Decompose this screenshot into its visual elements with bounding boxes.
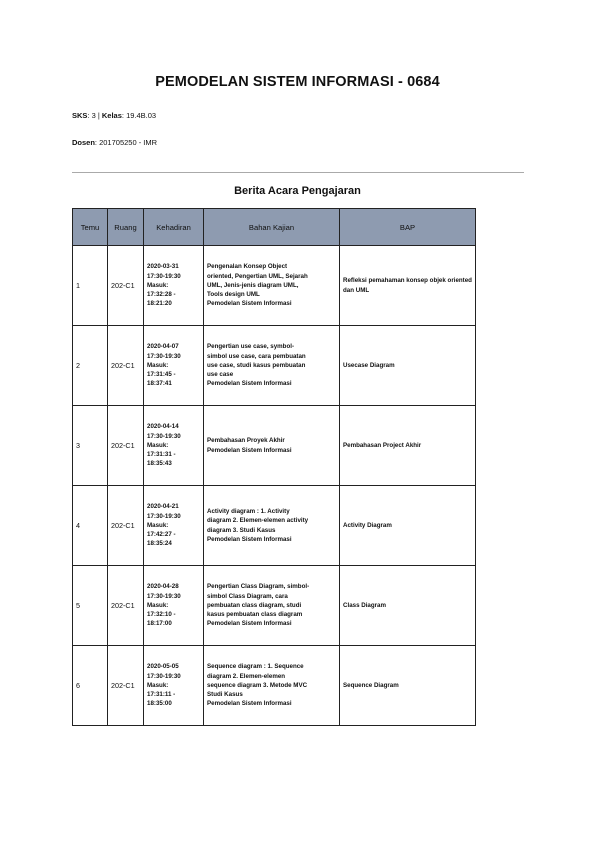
- cell-bap: Class Diagram: [340, 566, 476, 646]
- kehadiran-date: 2020-04-21: [147, 503, 179, 511]
- kehadiran-schedule: 17:30-19:30: [147, 432, 181, 440]
- bahan-line: Pemodelan Sistem Informasi: [207, 446, 292, 454]
- kehadiran-end: 18:21:20: [147, 300, 172, 308]
- kehadiran-end: 18:35:24: [147, 540, 172, 548]
- bahan-line: diagram 2. Elemen-elemen activity: [207, 517, 309, 525]
- kehadiran-schedule: 17:30-19:30: [147, 272, 181, 280]
- kehadiran-schedule: 17:30-19:30: [147, 512, 181, 520]
- cell-kehadiran: [144, 326, 204, 406]
- table-header-row: [73, 209, 476, 246]
- cell-kehadiran: [144, 406, 204, 486]
- bahan-line: simbol Class Diagram, cara: [207, 592, 288, 600]
- kehadiran-start: 17:32:28 -: [147, 291, 176, 299]
- table-row: [73, 566, 476, 646]
- bahan-line: use case: [207, 371, 234, 379]
- bahan-line: sequence diagram 3. Metode MVC: [207, 681, 308, 689]
- kehadiran-date: 2020-04-14: [147, 423, 179, 431]
- table-row: [73, 326, 476, 406]
- bap-table: [72, 208, 476, 726]
- kehadiran-date: 2020-05-05: [147, 663, 179, 671]
- cell-ruang: 202-C1: [108, 646, 144, 726]
- bahan-line: Pengertian use case, symbol-: [207, 343, 295, 351]
- kehadiran-schedule: 17:30-19:30: [147, 592, 181, 600]
- cell-temu: 6: [73, 646, 108, 726]
- kehadiran-end: 18:17:00: [147, 620, 172, 628]
- bahan-line: pembuatan class diagram, studi: [207, 601, 302, 609]
- cell-ruang: 202-C1: [108, 326, 144, 406]
- kelas-label: Kelas: [101, 111, 122, 120]
- cell-temu: 2: [73, 326, 108, 406]
- cell-bap: Refleksi pemahaman konsep objek oriented dan UML: [340, 246, 476, 326]
- kehadiran-end: 18:35:43: [147, 460, 172, 468]
- bahan-line: Pengertian Class Diagram, simbol-: [207, 583, 310, 591]
- cell-bahan-kajian: [204, 326, 340, 406]
- kehadiran-masuk-label: Masuk:: [147, 521, 169, 529]
- cell-temu: 1: [73, 246, 108, 326]
- cell-bap: Sequence Diagram: [340, 646, 476, 726]
- table-row: [73, 486, 476, 566]
- bahan-line: diagram 2. Elemen-elemen: [207, 672, 286, 680]
- divider: [72, 172, 524, 173]
- cell-temu: 4: [73, 486, 108, 566]
- bahan-line: Pembahasan Proyek Akhir: [207, 437, 285, 445]
- cell-temu: 5: [73, 566, 108, 646]
- table-row: [73, 646, 476, 726]
- kehadiran-masuk-label: Masuk:: [147, 441, 169, 449]
- col-header-bap: BAP: [340, 209, 476, 246]
- kehadiran-masuk-label: Masuk:: [147, 361, 169, 369]
- cell-bap: Activity Diagram: [340, 486, 476, 566]
- dosen-value: : 201705250 - IMR: [94, 138, 158, 147]
- sks-value: : 3 |: [87, 111, 102, 120]
- kehadiran-end: 18:35:00: [147, 700, 172, 708]
- bahan-line: Studi Kasus: [207, 691, 243, 699]
- bahan-line: use case, studi kasus pembuatan: [207, 361, 306, 369]
- table-row: [73, 406, 476, 486]
- page-title: PEMODELAN SISTEM INFORMASI - 0684: [155, 74, 440, 90]
- sks-label: SKS: [72, 111, 88, 120]
- bahan-line: Sequence diagram : 1. Sequence: [207, 663, 304, 671]
- bahan-line: simbol use case, cara pembuatan: [207, 352, 306, 360]
- kehadiran-masuk-label: Masuk:: [147, 281, 169, 289]
- bahan-line: Tools design UML: [207, 291, 260, 299]
- kehadiran-date: 2020-03-31: [147, 263, 179, 271]
- kehadiran-masuk-label: Masuk:: [147, 681, 169, 689]
- cell-temu: 3: [73, 406, 108, 486]
- cell-kehadiran: [144, 566, 204, 646]
- cell-kehadiran: [144, 646, 204, 726]
- col-header-temu: Temu: [73, 209, 108, 246]
- bahan-line: kasus pembuatan class diagram: [207, 611, 303, 619]
- cell-bap: Pembahasan Project Akhir: [340, 406, 476, 486]
- cell-kehadiran: [144, 246, 204, 326]
- bahan-line: Pemodelan Sistem Informasi: [207, 535, 292, 543]
- cell-bahan-kajian: [204, 646, 340, 726]
- cell-bahan-kajian: [204, 486, 340, 566]
- bahan-line: oriented, Pengertian UML, Sejarah: [207, 272, 308, 280]
- kehadiran-masuk-label: Masuk:: [147, 601, 169, 609]
- kehadiran-start: 17:32:10 -: [147, 611, 176, 619]
- kehadiran-schedule: 17:30-19:30: [147, 352, 181, 360]
- kehadiran-date: 2020-04-07: [147, 343, 179, 351]
- cell-bahan-kajian: [204, 406, 340, 486]
- cell-bahan-kajian: [204, 566, 340, 646]
- cell-bahan-kajian: [204, 246, 340, 326]
- kelas-value: : 19.4B.03: [121, 111, 157, 120]
- kehadiran-start: 17:42:27 -: [147, 531, 176, 539]
- course-meta-sks-kelas: [72, 111, 156, 120]
- kehadiran-start: 17:31:31 -: [147, 451, 176, 459]
- section-title: Berita Acara Pengajaran: [234, 185, 361, 197]
- bahan-line: diagram 3. Studi Kasus: [207, 526, 276, 534]
- kehadiran-date: 2020-04-28: [147, 583, 179, 591]
- col-header-bahan-kajian: Bahan Kajian: [204, 209, 340, 246]
- cell-ruang: 202-C1: [108, 246, 144, 326]
- bahan-line: Pemodelan Sistem Informasi: [207, 700, 292, 708]
- bahan-line: Pemodelan Sistem Informasi: [207, 300, 292, 308]
- cell-kehadiran: [144, 486, 204, 566]
- col-header-kehadiran: Kehadiran: [144, 209, 204, 246]
- kehadiran-schedule: 17:30-19:30: [147, 672, 181, 680]
- bahan-line: Pemodelan Sistem Informasi: [207, 380, 292, 388]
- dosen-label: Dosen: [72, 138, 95, 147]
- cell-bap: Usecase Diagram: [340, 326, 476, 406]
- cell-ruang: 202-C1: [108, 406, 144, 486]
- bahan-line: Pemodelan Sistem Informasi: [207, 620, 292, 628]
- bahan-line: Activity diagram : 1. Activity: [207, 508, 290, 516]
- bahan-line: Pengenalan Konsep Object: [207, 263, 288, 271]
- cell-ruang: 202-C1: [108, 486, 144, 566]
- kehadiran-start: 17:31:11 -: [147, 691, 176, 699]
- bahan-line: UML, Jenis-jenis diagram UML,: [207, 281, 299, 289]
- col-header-ruang: Ruang: [108, 209, 144, 246]
- cell-ruang: 202-C1: [108, 566, 144, 646]
- kehadiran-start: 17:31:45 -: [147, 371, 176, 379]
- table-row: [73, 246, 476, 326]
- course-meta-dosen: [72, 138, 157, 147]
- kehadiran-end: 18:37:41: [147, 380, 172, 388]
